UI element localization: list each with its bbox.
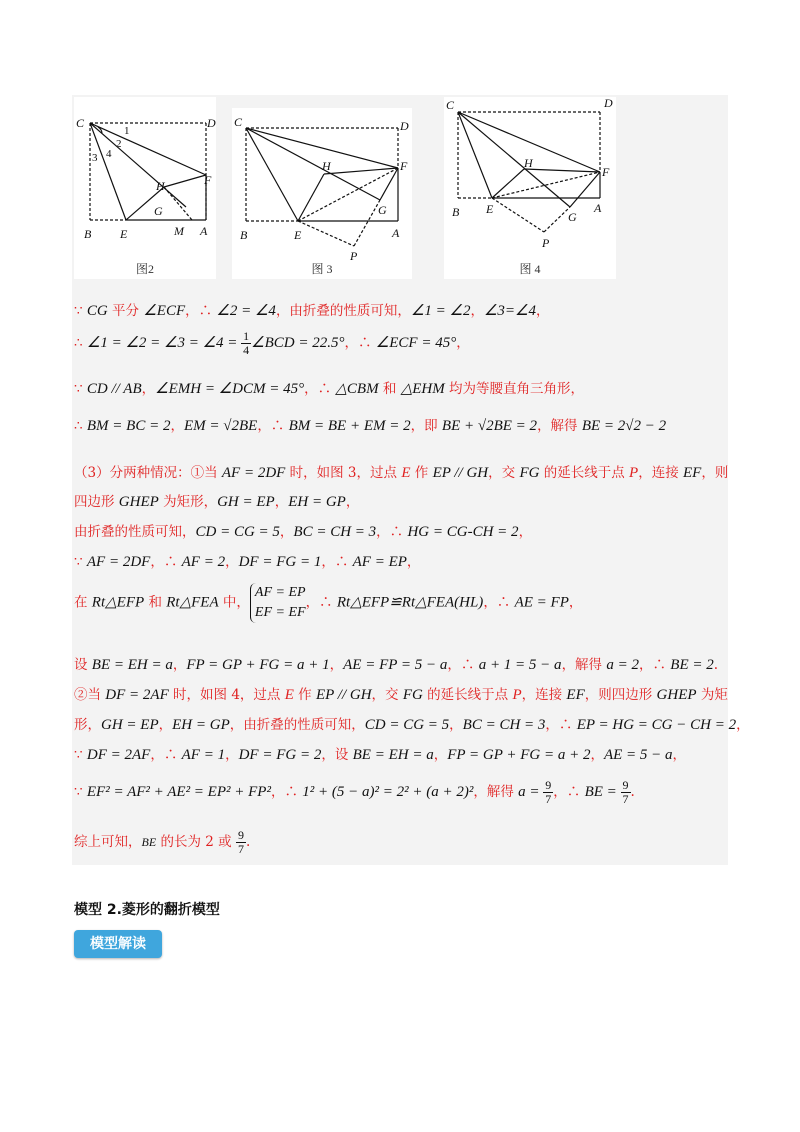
label-f: F	[602, 165, 610, 179]
solution-line-13: ∵ DF = 2AF，∴ AF = 1，DF = FG = 2，设 BE = EH = a，FP = GP + FG = a + 2，AE = 5 − a，	[74, 747, 687, 763]
fraction-nine-sevenths: $\frac{9}{7}$	[622, 778, 629, 806]
label-p: P	[542, 236, 550, 250]
figure-3-caption: 图 3	[311, 262, 333, 276]
label-c: C	[76, 116, 85, 130]
label-b: B	[84, 227, 92, 241]
label-b: B	[240, 228, 248, 242]
label-p: P	[350, 249, 358, 263]
label-g: G	[154, 204, 163, 218]
solution-line-6: 四边形 GHEP 为矩形，GH = EP，EH = GP，	[74, 494, 360, 510]
label-c: C	[446, 98, 455, 112]
label-angle-4: 4	[106, 148, 112, 160]
label-h: H	[322, 159, 331, 173]
solution-line-1: ∵ CG 平分 ∠ECF，∴ ∠2 = ∠4，由折叠的性质可知，∠1 = ∠2，∠3=∠4，	[74, 303, 550, 319]
solution-line-5: （3）分两种情况：①当 AF = 2DF 时，如图 3，过点 E 作 EP // GH，交 FG 的延长线于点 P，连接 EF，则	[74, 465, 729, 481]
solution-line-2: ∴ ∠1 = ∠2 = ∠3 = ∠4 = $\frac{1}{4}$ ∠BCD = 22.5°，∴ ∠ECF = 45°，	[74, 329, 470, 357]
label-a: A	[200, 224, 208, 238]
label-f: F	[204, 173, 212, 187]
figure-2-caption: 图2	[135, 262, 154, 276]
figure-3-diagram	[232, 108, 412, 279]
solution-line-11: ②当 DF = 2AF 时，如图 4，过点 E 作 EP // GH，交 FG 的延长线于点 P，连接 EF，则四边形 GHEP 为矩	[74, 687, 728, 703]
label-m: M	[174, 224, 184, 238]
solution-line-12: 形，GH = EP，EH = GP，由折叠的性质可知，CD = CG = 5，BC = CH = 3，∴ EP = HG = CG − CH = 2，	[74, 717, 750, 733]
solution-line-7: 由折叠的性质可知，CD = CG = 5，BC = CH = 3，∴ HG = CG-CH = 2，	[74, 524, 533, 540]
figure-4	[444, 97, 616, 279]
label-angle-1: 1	[124, 125, 130, 137]
label-b: B	[452, 205, 460, 219]
figure-4-caption: 图 4	[519, 262, 541, 276]
label-a: A	[392, 226, 400, 240]
solution-line-14: ∵ EF² = AF² + AE² = EP² + FP²，∴ 1² + (5 − a)² = 2² + (a + 2)²，解得 a = $\frac{9}{7}$ ，∴ BE = $\frac{9}{7}$ .	[74, 778, 635, 806]
model-interpretation-badge[interactable]: 模型解读	[74, 930, 162, 958]
label-d: D	[207, 116, 216, 130]
label-d: D	[604, 97, 613, 110]
label-e: E	[294, 228, 302, 242]
label-d: D	[400, 119, 409, 133]
label-a: A	[594, 201, 602, 215]
label-angle-3: 3	[92, 152, 98, 164]
equation-system: AF = EP EF = EF	[250, 583, 306, 623]
solution-line-8: ∵ AF = 2DF，∴ AF = 2，DF = FG = 1，∴ AF = EP，	[74, 554, 421, 570]
figure-4-diagram	[444, 97, 616, 279]
figure-2-diagram	[74, 97, 216, 279]
fraction-one-quarter: $\frac{1}{4}$	[243, 329, 250, 357]
figure-3	[232, 108, 412, 279]
figure-2	[74, 97, 216, 279]
label-g: G	[568, 210, 577, 224]
solution-line-15: 综上可知，BE 的长为 2 或 $\frac{9}{7}$ .	[74, 828, 251, 856]
label-h: H	[524, 156, 533, 170]
label-h: H	[156, 179, 165, 193]
solution-line-10: 设 BE = EH = a，FP = GP + FG = a + 1，AE = FP = 5 − a，∴ a + 1 = 5 − a，解得 a = 2，∴ BE = 2.	[74, 657, 719, 673]
fraction-nine-sevenths: $\frac{9}{7}$	[545, 778, 552, 806]
label-g: G	[378, 203, 387, 217]
label-f: F	[400, 159, 408, 173]
label-e: E	[120, 227, 128, 241]
section-title: 模型 2.菱形的翻折模型	[74, 902, 220, 918]
fraction-nine-sevenths: $\frac{9}{7}$	[237, 828, 244, 856]
label-c: C	[234, 115, 243, 129]
solution-line-9: 在 Rt△EFP 和 Rt△FEA 中， AF = EP EF = EF ，∴ Rt△EFP≌Rt△FEA(HL)，∴ AE = FP，	[74, 583, 582, 623]
label-e: E	[486, 202, 494, 216]
solution-line-4: ∴ BM = BC = 2，EM = √2BE，∴ BM = BE + EM = 2，即 BE + √2BE = 2，解得 BE = 2√2 − 2	[74, 418, 667, 434]
label-angle-2: 2	[116, 138, 122, 150]
solution-line-3: ∵ CD // AB，∠EMH = ∠DCM = 45°，∴ △CBM 和 △EHM 均为等腰直角三角形，	[74, 381, 585, 397]
